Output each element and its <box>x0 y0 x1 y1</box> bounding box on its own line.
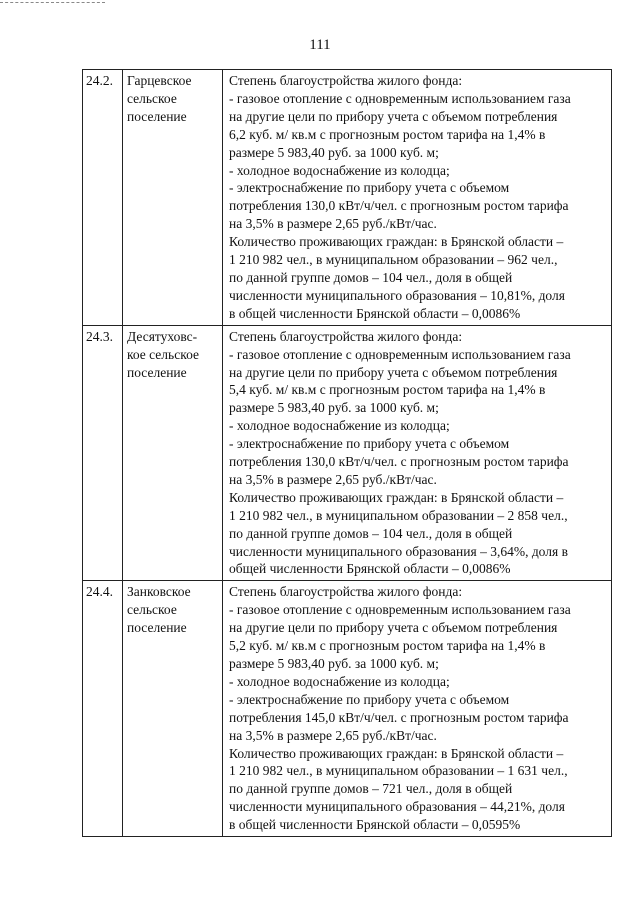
housing-description <box>223 325 612 581</box>
description-line: - газовое отопление с одновременным использованием газа <box>229 602 571 618</box>
settlement-name-line: сельское <box>127 602 177 618</box>
description-line: - газовое отопление с одновременным использованием газа <box>229 346 571 362</box>
description-line: численности муниципального образования – 10,81%, доля <box>229 287 565 303</box>
description-line: в общей численности Брянской области – 0,0595% <box>229 817 521 833</box>
description-line: на 3,5% в размере 2,65 руб./кВт/час. <box>229 727 437 743</box>
description-line: размере 5 983,40 руб. за 1000 куб. м; <box>229 400 439 416</box>
settlement-name-line: Гарцевское <box>127 73 192 88</box>
table-row <box>83 325 612 581</box>
description-line: 5,4 куб. м/ кв.м с прогнозным ростом тарифа на 1,4% в <box>229 382 546 398</box>
description-line: на 3,5% в размере 2,65 руб./кВт/час. <box>229 471 437 487</box>
description-line: потребления 145,0 кВт/ч/чел. с прогнозным ростом тарифа <box>229 709 569 725</box>
settlement-name <box>123 70 223 326</box>
settlement-name-line: Десятуховс- <box>127 328 198 344</box>
description-line: - газовое отопление с одновременным использованием газа <box>229 90 571 106</box>
description-line: потребления 130,0 кВт/ч/чел. с прогнозным ростом тарифа <box>229 454 569 470</box>
description-line: 1 210 982 чел., в муниципальном образовании – 2 858 чел., <box>229 507 568 523</box>
description-line: численности муниципального образования – 3,64%, доля в <box>229 543 568 559</box>
description-line: размере 5 983,40 руб. за 1000 куб. м; <box>229 656 439 671</box>
table-body <box>83 70 612 837</box>
settlement-name-line: поселение <box>127 108 187 124</box>
description-line: - электроснабжение по прибору учета с объемом <box>229 691 510 707</box>
row-number: 24.3. <box>83 325 123 581</box>
settlement-name-line: Занковское <box>127 584 191 600</box>
description-line: на другие цели по прибору учета с объемом потребления <box>229 364 558 380</box>
description-line: размере 5 983,40 руб. за 1000 куб. м; <box>229 144 439 160</box>
description-line: потребления 130,0 кВт/ч/чел. с прогнозным ростом тарифа <box>229 198 569 214</box>
description-line: 1 210 982 чел., в муниципальном образовании – 962 чел., <box>229 252 558 268</box>
page-number: 111 <box>309 37 331 53</box>
description-line: на другие цели по прибору учета с объемом потребления <box>229 108 558 124</box>
description-line: Степень благоустройства жилого фонда: <box>229 328 463 344</box>
description-line: 1 210 982 чел., в муниципальном образовании – 1 631 чел., <box>229 763 568 779</box>
description-line: 6,2 куб. м/ кв.м с прогнозным ростом тарифа на 1,4% в <box>229 126 546 142</box>
description-line: в общей численности Брянской области – 0,0086% <box>229 305 521 321</box>
table-row <box>83 581 612 837</box>
settlement-name-line: поселение <box>127 620 187 636</box>
description-line: - холодное водоснабжение из колодца; <box>229 162 450 178</box>
housing-description <box>223 581 612 837</box>
settlement-name <box>123 325 223 581</box>
description-line: Степень благоустройства жилого фонда: <box>229 73 463 88</box>
description-line: численности муниципального образования – 44,21%, доля <box>229 799 565 815</box>
description-line: 5,2 куб. м/ кв.м с прогнозным ростом тарифа на 1,4% в <box>229 638 546 654</box>
settlement-name <box>123 581 223 837</box>
description-line: по данной группе домов – 104 чел., доля в общей <box>229 269 513 285</box>
settlement-name-line: кое сельское <box>127 346 199 362</box>
description-line: по данной группе домов – 721 чел., доля в общей <box>229 781 513 797</box>
settlement-name-line: сельское <box>127 90 177 106</box>
description-line: Степень благоустройства жилого фонда: <box>229 584 463 600</box>
settlements-table <box>82 69 612 837</box>
description-line: - холодное водоснабжение из колодца; <box>229 418 450 434</box>
description-line: по данной группе домов – 104 чел., доля в общей <box>229 525 513 541</box>
description-line: общей численности Брянской области – 0,0086% <box>229 561 511 577</box>
row-number: 24.2. <box>83 70 123 326</box>
description-line: на другие цели по прибору учета с объемом потребления <box>229 620 558 636</box>
description-line: Количество проживающих граждан: в Брянской области – <box>229 745 564 761</box>
housing-description <box>223 70 612 326</box>
description-line: - холодное водоснабжение из колодца; <box>229 673 450 689</box>
description-line: Количество проживающих граждан: в Брянской области – <box>229 489 564 505</box>
description-line: Количество проживающих граждан: в Брянской области – <box>229 234 564 250</box>
description-line: - электроснабжение по прибору учета с объемом <box>229 180 510 196</box>
table-row <box>83 70 612 326</box>
row-number: 24.4. <box>83 581 123 837</box>
scan-corner-mark <box>0 2 105 9</box>
description-line: - электроснабжение по прибору учета с объемом <box>229 436 510 452</box>
description-line: на 3,5% в размере 2,65 руб./кВт/час. <box>229 216 437 232</box>
settlement-name-line: поселение <box>127 364 187 380</box>
